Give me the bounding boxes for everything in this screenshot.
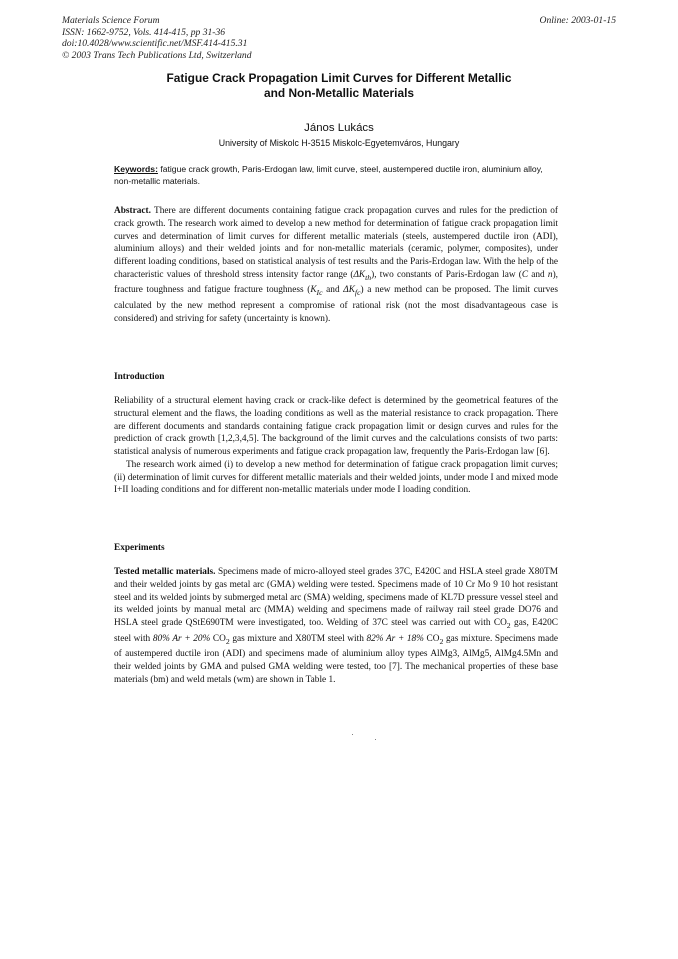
abstract-text-4: ), fracture toughness and fatigue fracture toughness ( xyxy=(114,269,558,296)
intro-paragraph-1: Reliability of a structural element having crack or crack-like defect is determined by the geometrical features of the structural element and the flaws, the loading conditions as well as the material resistance to crack propagation. There are different documents and standards containing fatigue crack propagation limit or design curves and rules for the prediction of crack growth [1,2,3,4,5]. The background of the limit curves and the calculations consists of two parts: statistical analysis of numerous experiments and fatigue crack propagation law, frequently the Paris-Erdogan law [6]. xyxy=(114,396,558,457)
subscript-th: th xyxy=(365,272,372,282)
subscript-fc: fc xyxy=(354,288,361,298)
experiments-text-4: gas mixture and X80TM steel with xyxy=(229,633,367,644)
journal-name: Materials Science Forum xyxy=(62,15,160,26)
scan-speck xyxy=(352,734,353,735)
symbol-delta-k-fc: ΔK xyxy=(343,285,355,296)
abstract-text-2: ), two constants of Paris-Erdogan law ( xyxy=(371,269,522,280)
subscript-2: 2 xyxy=(506,620,511,630)
online-date: Online: 2003-01-15 xyxy=(539,15,616,26)
experiments-paragraph xyxy=(114,566,558,686)
author-name: János Lukács xyxy=(304,122,374,134)
symbol-n: n xyxy=(547,269,553,280)
experiments-text-6: gas mixture. Specimens made of austempered ductile iron (ADI) and specimens made of aluminium alloy types AlMg3, AlMg5, AlMg4.5Mn and their welded joints by GMA and pulsed GMA welding were tested, too [7]. The mechanical properties of these base materials (bm) and weld metals (wm) are shown in Table 1. xyxy=(114,633,558,685)
experiments-text-5: CO xyxy=(423,633,440,644)
subscript-ic: Ic xyxy=(316,288,323,298)
subscript-2: 2 xyxy=(439,636,444,646)
gas-mixture-2: 82% Ar + 18% xyxy=(366,633,424,644)
title-line-1: Fatigue Crack Propagation Limit Curves for Different Metallic xyxy=(166,71,512,85)
experiments-text-2: gas, E420C steel with xyxy=(114,618,558,644)
introduction-heading: Introduction xyxy=(114,372,165,382)
paper-title xyxy=(62,71,616,101)
symbol-k: K xyxy=(310,285,317,296)
tested-metallic-materials-label: Tested metallic materials. xyxy=(114,567,216,577)
experiments-text-3: CO xyxy=(210,633,226,644)
title-line-2: and Non-Metallic Materials xyxy=(264,86,414,100)
abstract-text-6: ) a new method can be proposed. The limit curves calculated by the new method represent a compromise of rational risk (not the most disadvantageous case is considered) and striving for safety (uncertainty is known). xyxy=(114,285,559,324)
issn-line: ISSN: 1662-9752, Vols. 414-415, pp 31-36 xyxy=(62,26,226,38)
experiments-text-1: Specimens made of micro-alloyed steel grades 37C, E420C and HSLA steel grade X80TM and their welded joints by gas metal arc (GMA) welding were tested. Specimens made of 10 Cr Mo 9 10 hot resistant steel and its welded joints by submerged metal arc (SMA) welding, specimens made of KL7D pressure vessel steel and its welded joints by manual metal arc (MMA) welding and specimens made of railway rail steel grade DO76 and HSLA steel grade QStE690TM were investigated, too. Welding of 37C steel was carried out with CO xyxy=(114,567,558,628)
experiments-body xyxy=(114,566,558,686)
introduction-body xyxy=(114,395,558,497)
copyright-line: © 2003 Trans Tech Publications Ltd, Switzerland xyxy=(62,49,252,61)
keywords xyxy=(114,164,558,187)
keywords-label: Keywords: xyxy=(114,164,158,174)
doi-line: doi:10.4028/www.scientific.net/MSF.414-415.31 xyxy=(62,38,248,49)
abstract-paragraph xyxy=(114,205,558,325)
abstract-text-3: and xyxy=(528,269,548,280)
journal-header xyxy=(62,15,616,61)
abstract-text-5: and xyxy=(322,285,344,296)
abstract-label: Abstract. xyxy=(114,206,151,216)
gas-mixture-1: 80% Ar + 20% xyxy=(152,633,211,644)
keywords-text: fatigue crack growth, Paris-Erdogan law, limit curve, steel, austempered ductile iron, aluminium alloy, non-metallic materials. xyxy=(114,164,543,186)
symbol-delta-k: ΔK xyxy=(353,269,366,280)
abstract xyxy=(114,205,558,325)
subscript-2: 2 xyxy=(225,636,230,646)
author-affiliation: University of Miskolc H-3515 Miskolc-Egyetemváros, Hungary xyxy=(218,138,460,148)
abstract-text-1: There are different documents containing fatigue crack propagation curves and rules for the prediction of crack growth. The research work aimed to develop a new method for determination of fatigue crack propagation limit curves and determination of limit curves for different metallic materials (steels, austempered ductile iron (ADI), aluminium alloys) and their welded joints and for non-metallic materials (ceramic, polymer, composites), under different loading conditions, based on statistical analysis of test results and the Paris-Erdogan law. With the help of the characteristic values of threshold stress intensity factor range ( xyxy=(114,206,558,280)
scan-speck xyxy=(375,739,376,740)
experiments-heading: Experiments xyxy=(114,543,165,553)
intro-paragraph-2: The research work aimed (i) to develop a new method for determination of fatigue crack propagation limit curves; (ii) determination of limit curves for different metallic materials and their welded joints, under mode I and mixed mode I+II loading conditions and for different non-metallic materials under mode I loading condition. xyxy=(114,459,558,496)
symbol-c: C xyxy=(521,269,529,280)
